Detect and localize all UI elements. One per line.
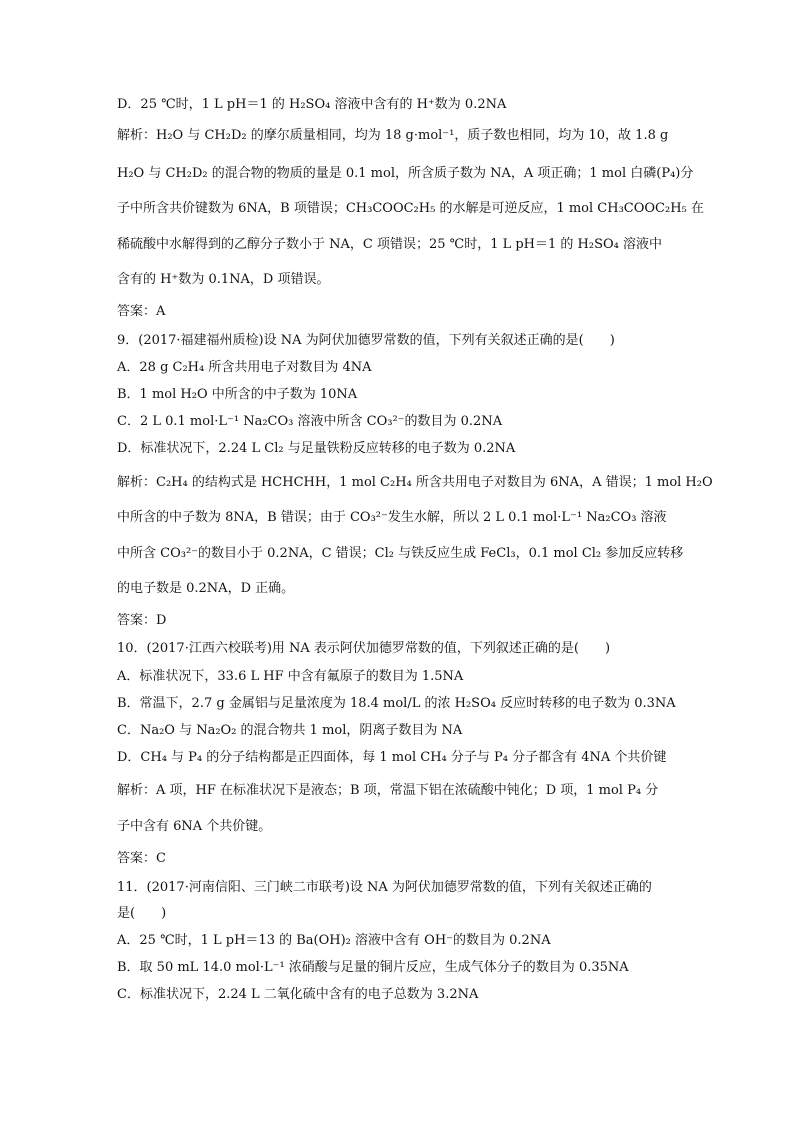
text-line: 子中含有 6NA 个共价键。 — [117, 819, 272, 834]
text-line: 含有的 H⁺数为 0.1NA，D 项错误。 — [117, 272, 330, 287]
option-line: D．CH₄ 与 P₄ 的分子结构都是正四面体，每 1 mol CH₄ 分子与 P₄ 分子都含有 4NA 个共价键 — [117, 750, 667, 765]
option-line: A．28 g C₂H₄ 所含共用电子对数目为 4NA — [117, 360, 372, 375]
option-line: A．标准状况下，33.6 L HF 中含有氟原子的数目为 1.5NA — [117, 669, 464, 684]
text-line: 解析：C₂H₄ 的结构式是 HCHCHH，1 mol C₂H₄ 所含共用电子对数目为 6NA，A 错误；1 mol H₂O — [117, 475, 713, 490]
option-line: B．1 mol H₂O 中所含的中子数为 10NA — [117, 387, 358, 402]
option-line: C．2 L 0.1 mol·L⁻¹ Na₂CO₃ 溶液中所含 CO₃²⁻的数目为 0.2NA — [117, 414, 503, 429]
text-line: 稀硫酸中水解得到的乙醇分子数小于 NA，C 项错误；25 ℃时，1 L pH＝1 的 H₂SO₄ 溶液中 — [117, 237, 663, 252]
text-line: H₂O 与 CH₂D₂ 的混合物的物质的量是 0.1 mol，所含质子数为 NA，A 项正确；1 mol 白磷(P₄)分 — [117, 166, 694, 181]
option-line: D．标准状况下，2.24 L Cl₂ 与足量铁粉反应转移的电子数为 0.2NA — [117, 441, 516, 456]
text-line: 中所含的中子数为 8NA，B 错误；由于 CO₃²⁻发生水解，所以 2 L 0.1 mol·L⁻¹ Na₂CO₃ 溶液 — [117, 510, 667, 525]
question-line: 10．(2017·江西六校联考)用 NA 表示阿伏加德罗常数的值，下列叙述正确的是( ) — [117, 641, 611, 656]
option-line: C．标准状况下，2.24 L 二氧化硫中含有的电子总数为 3.2NA — [117, 987, 479, 1002]
text-line: D．25 ℃时，1 L pH＝1 的 H₂SO₄ 溶液中含有的 H⁺数为 0.2NA — [117, 97, 507, 112]
question-line: 是( ) — [117, 906, 167, 921]
answer-line: 答案：C — [117, 851, 166, 866]
text-line: 解析：H₂O 与 CH₂D₂ 的摩尔质量相同，均为 18 g·mol⁻¹，质子数也相同，均为 10，故 1.8 g — [117, 128, 669, 143]
text-line: 子中所含共价键数为 6NA，B 项错误；CH₃COOC₂H₅ 的水解是可逆反应，1 mol CH₃COOC₂H₅ 在 — [117, 201, 704, 216]
text-line: 的电子数是 0.2NA，D 正确。 — [117, 581, 295, 596]
question-line: 9．(2017·福建福州质检)设 NA 为阿伏加德罗常数的值，下列有关叙述正确的是( ) — [117, 333, 615, 348]
text-line: 解析：A 项，HF 在标准状况下是液态；B 项，常温下铝在浓硫酸中钝化；D 项，1 mol P₄ 分 — [117, 783, 659, 798]
question-line: 11．(2017·河南信阳、三门峡二市联考)设 NA 为阿伏加德罗常数的值，下列有关叙述正确的 — [117, 880, 652, 895]
answer-line: 答案：D — [117, 613, 167, 628]
option-line: A．25 ℃时，1 L pH＝13 的 Ba(OH)₂ 溶液中含有 OH⁻的数目为 0.2NA — [117, 933, 551, 948]
option-line: B．常温下，2.7 g 金属铝与足量浓度为 18.4 mol/L 的浓 H₂SO₄ 反应时转移的电子数为 0.3NA — [117, 696, 676, 711]
text-line: 中所含 CO₃²⁻的数目小于 0.2NA，C 错误；Cl₂ 与铁反应生成 FeCl₃，0.1 mol Cl₂ 参加反应转移 — [117, 546, 684, 561]
answer-line: 答案：A — [117, 304, 166, 319]
option-line: C．Na₂O 与 Na₂O₂ 的混合物共 1 mol，阴离子数目为 NA — [117, 723, 463, 738]
option-line: B．取 50 mL 14.0 mol·L⁻¹ 浓硝酸与足量的铜片反应，生成气体分子的数目为 0.35NA — [117, 960, 629, 975]
